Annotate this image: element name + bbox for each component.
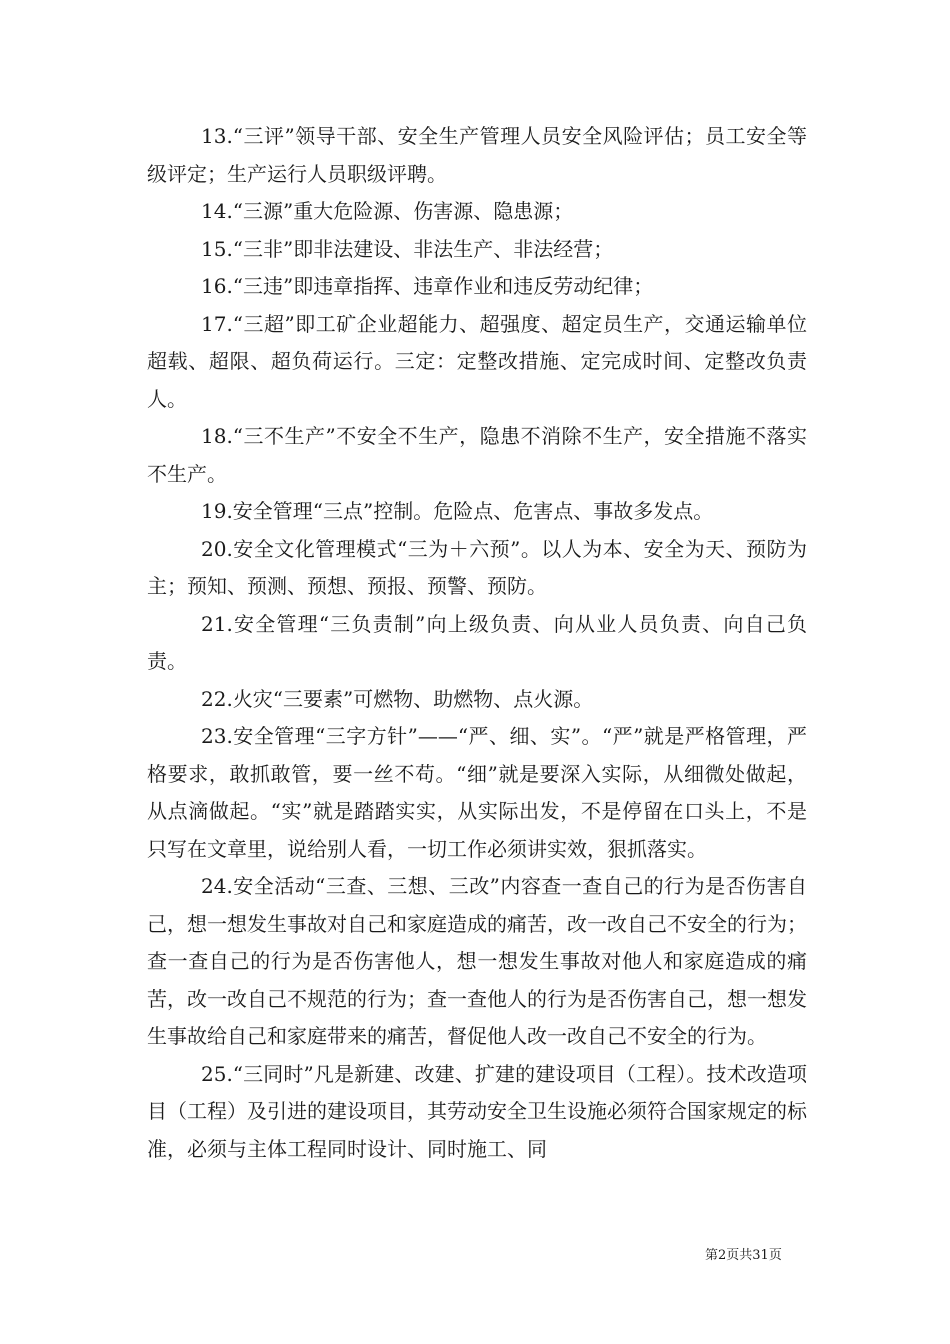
paragraph-25: 25.“三同时”凡是新建、改建、扩建的建设项目（工程）。技术改造项目（工程）及引进的建设项目，其劳动安全卫生设施必须符合国家规定的标准，必须与主体工程同时设计、同时施工、同 <box>147 1061 807 1161</box>
paragraph-21: 21.安全管理“三负责制”向上级负责、向从业人员负责、向自己负责。 <box>147 611 807 673</box>
paragraph-24: 24.安全活动“三查、三想、三改”内容查一查自己的行为是否伤害自己，想一想发生事故对自己和家庭造成的痛苦，改一改自己不安全的行为；查一查自己的行为是否伤害他人，想一想发生事故对他人和家庭造成的痛苦，改一改自己不规范的行为；查一查他人的行为是否伤害自己，想一想发生事故给自己和家庭带来的痛苦，督促他人改一改自己不安全的行为。 <box>147 874 807 1048</box>
paragraph-14: 14.“三源”重大危险源、伤害源、隐患源； <box>201 199 574 223</box>
paragraph-15: 15.“三非”即非法建设、非法生产、非法经营； <box>201 236 614 261</box>
document-body <box>147 118 807 1168</box>
paragraph-18: 18.“三不生产”不安全不生产，隐患不消除不生产，安全措施不落实不生产。 <box>147 424 807 486</box>
paragraph-23: 23.安全管理“三字方针”——“严、细、实”。“严”就是严格管理，严格要求，敢抓敢管，要一丝不苟。“细”就是要深入实际，从细微处做起，从点滴做起。“实”就是踏踏实实，从实际出发，不是停留在口头上，不是只写在文章里，说给别人看，一切工作必须讲实效，狠抓落实。 <box>147 724 807 861</box>
paragraph-20: 20.安全文化管理模式“三为＋六预”。以人为本、安全为天、预防为主；预知、预测、预想、预报、预警、预防。 <box>147 536 807 598</box>
paragraph-16: 16.“三违”即违章指挥、违章作业和违反劳动纪律； <box>201 274 654 298</box>
paragraph-22: 22.火灾“三要素”可燃物、助燃物、点火源。 <box>201 686 594 711</box>
paragraph-13: 13.“三评”领导干部、安全生产管理人员安全风险评估；员工安全等级评定；生产运行人员职级评聘。 <box>147 124 807 186</box>
paragraph-19: 19.安全管理“三点”控制。危险点、危害点、事故多发点。 <box>201 499 714 523</box>
paragraph-17: 17.“三超”即工矿企业超能力、超强度、超定员生产，交通运输单位超载、超限、超负荷运行。三定：定整改措施、定完成时间、定整改负责人。 <box>147 311 807 411</box>
page-number-footer: 第2页共31页 <box>705 1248 782 1263</box>
